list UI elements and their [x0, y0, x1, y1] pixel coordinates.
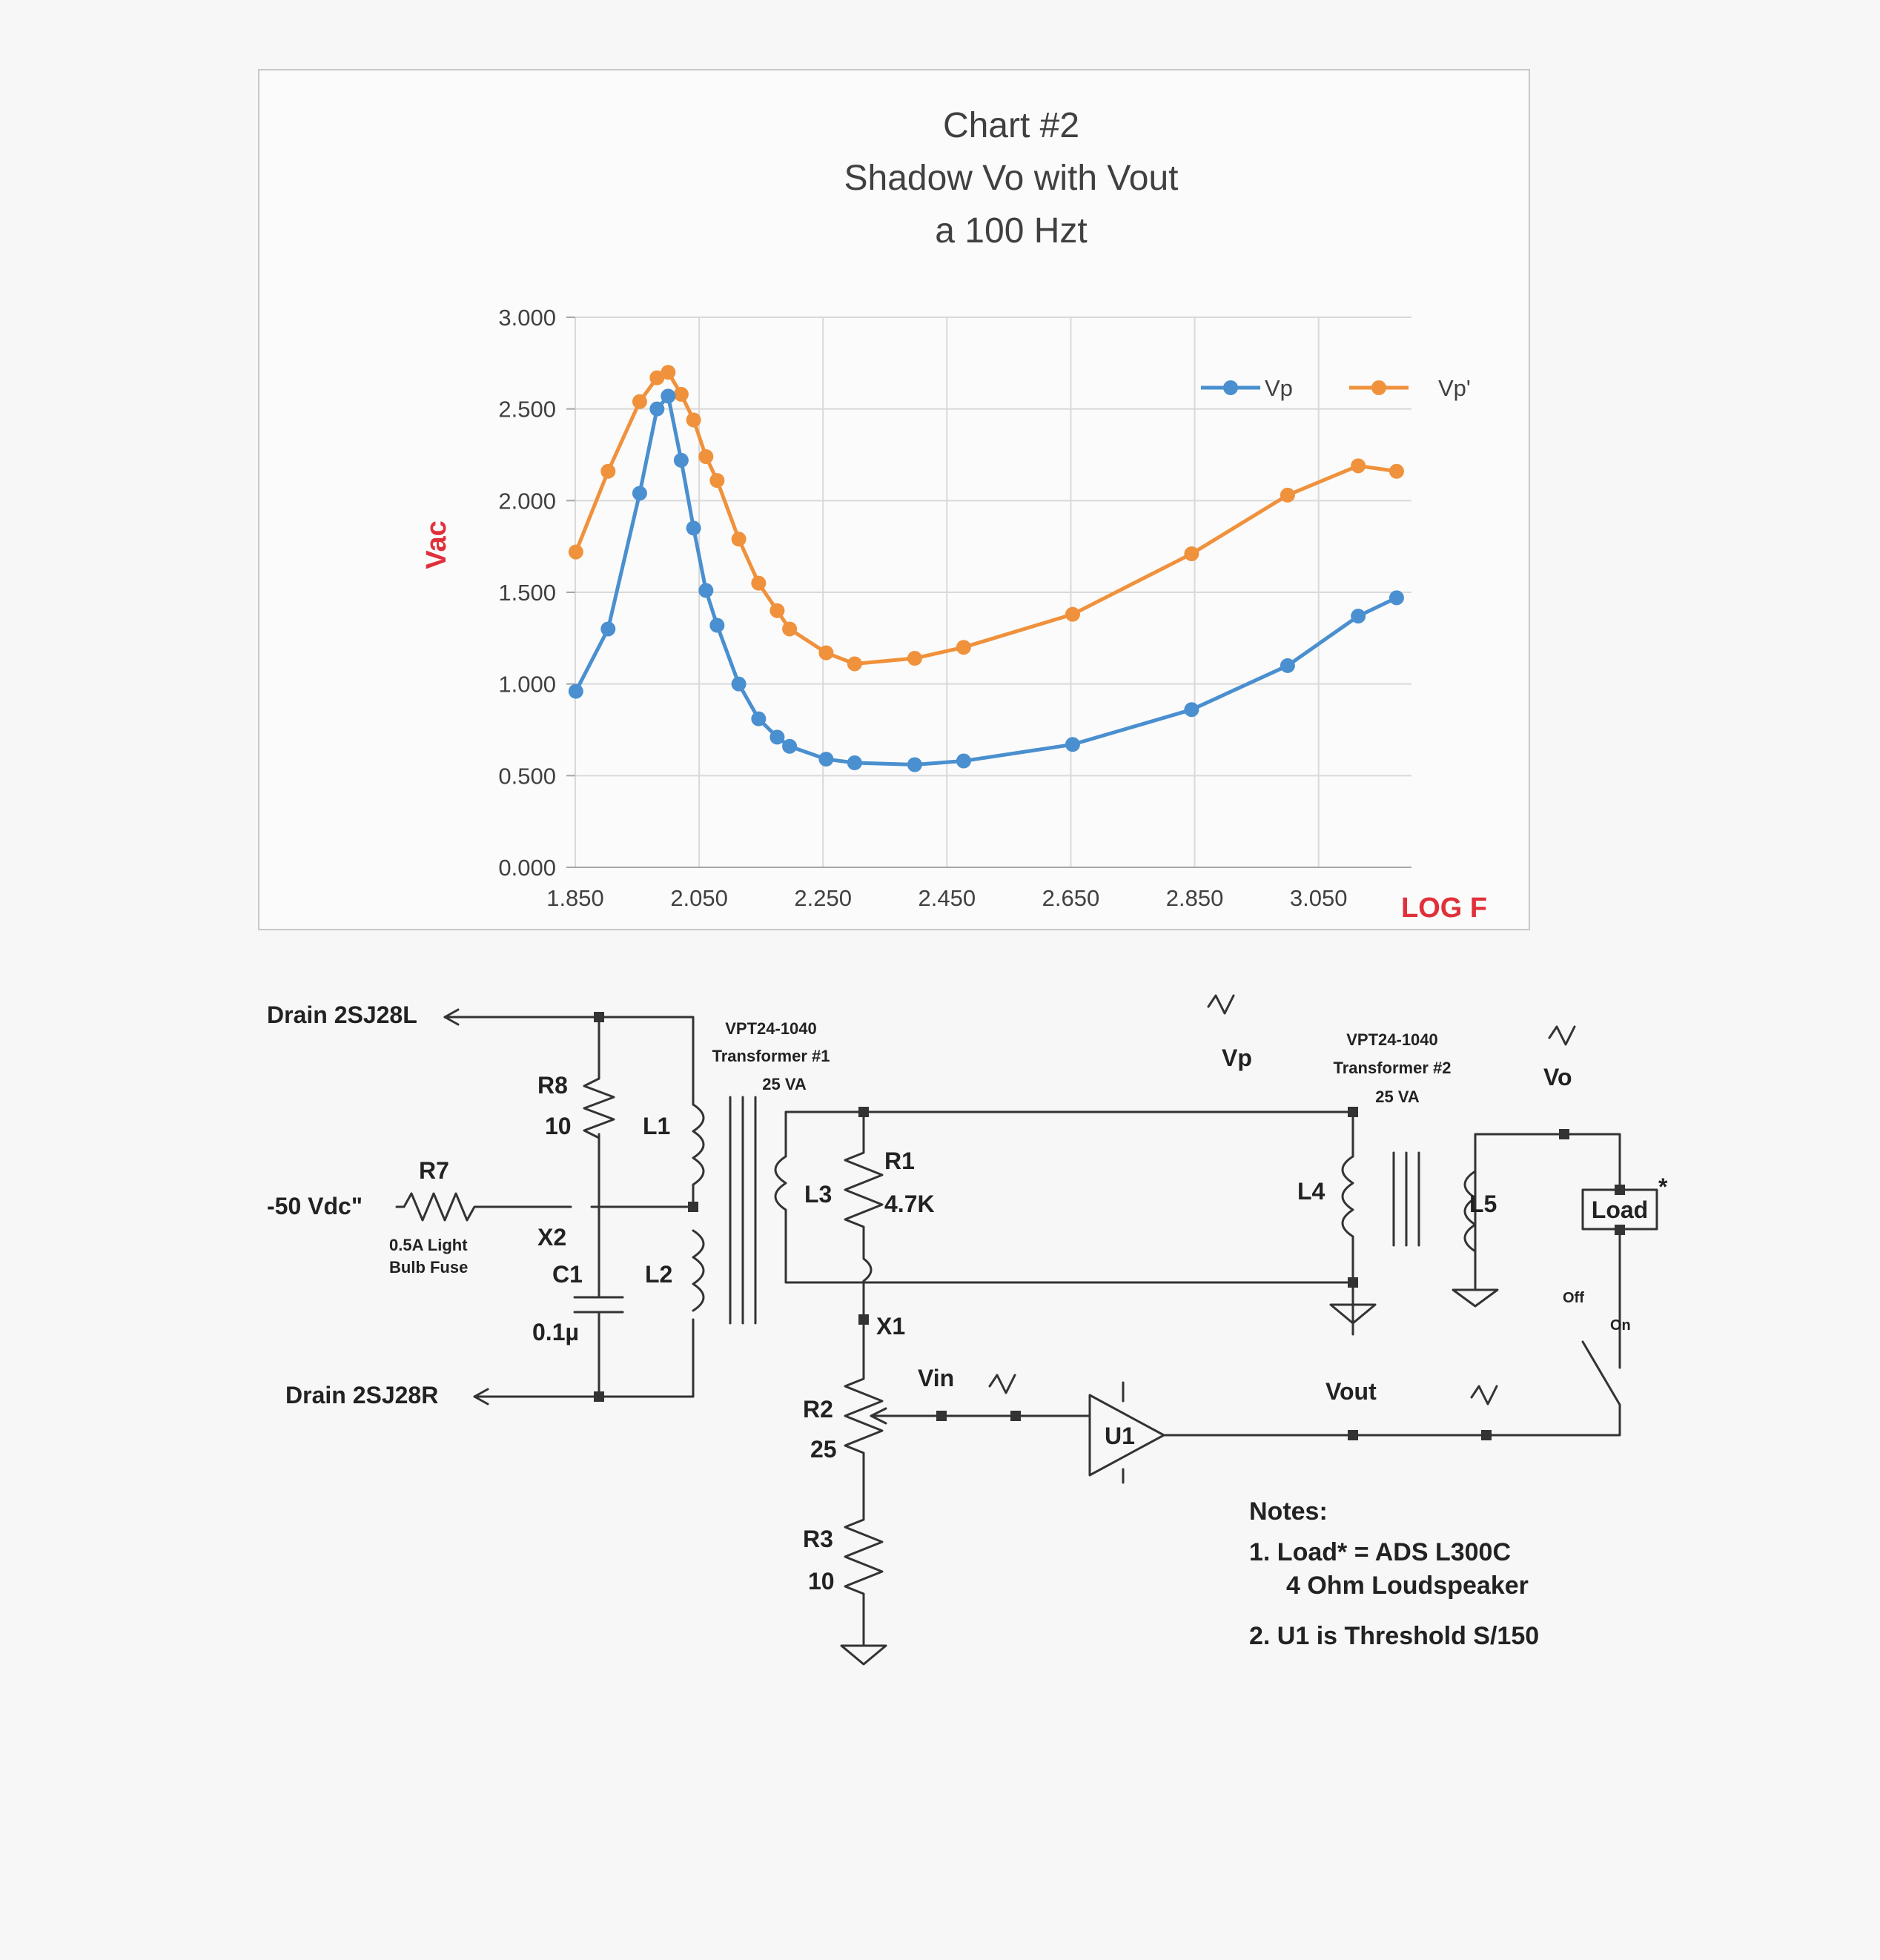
data-point-Vp'	[661, 365, 675, 380]
r8-label: R8	[537, 1072, 568, 1099]
data-point-Vp	[732, 677, 747, 692]
y-tick-label: 2.000	[498, 488, 556, 514]
data-point-Vp'	[1389, 464, 1404, 479]
data-point-Vp	[632, 486, 647, 500]
r7-resistor	[397, 1193, 486, 1220]
chart-title-line-2: Shadow Vo with Vout	[844, 159, 1179, 198]
r1-label: R1	[884, 1148, 915, 1174]
data-point-Vp	[782, 739, 797, 754]
x-tick-label: 2.450	[918, 885, 976, 911]
vp-label: Vp	[1222, 1044, 1252, 1071]
x-tick-label: 2.650	[1042, 885, 1100, 911]
r3-value: 10	[808, 1568, 835, 1595]
ground-l5	[1453, 1286, 1497, 1306]
junction-dots	[594, 1012, 1625, 1440]
r8-resistor	[584, 1079, 614, 1138]
t1-label-3: 25 VA	[762, 1075, 807, 1093]
l2-label: L2	[645, 1261, 673, 1288]
bottom-rail-wire	[474, 1320, 693, 1397]
supply-label: -50 Vdc"	[267, 1193, 363, 1219]
l4-label: L4	[1297, 1178, 1325, 1205]
x2-label: X2	[537, 1224, 567, 1251]
legend-label-Vp': Vp'	[1438, 375, 1471, 401]
r2-r3-chain	[845, 1320, 882, 1623]
data-point-Vp	[600, 621, 615, 636]
circuit-schematic	[0, 956, 1880, 1712]
load-label: Load	[1591, 1196, 1649, 1223]
data-point-Vp	[1280, 658, 1295, 673]
t1-label-2: Transformer #1	[712, 1047, 830, 1065]
data-point-Vp'	[709, 473, 724, 488]
note-2: 2. U1 is Threshold S/150	[1249, 1622, 1540, 1650]
data-point-Vp	[1065, 737, 1080, 752]
l5-label: L5	[1469, 1191, 1497, 1217]
x-tick-label: 1.850	[546, 885, 604, 911]
ac-symbol-vo	[1549, 1027, 1575, 1044]
x-tick-label: 3.050	[1289, 885, 1348, 911]
c1-label: C1	[552, 1261, 583, 1288]
data-point-Vp'	[732, 532, 747, 546]
data-point-Vp'	[818, 646, 833, 660]
data-point-Vp	[907, 757, 922, 772]
data-point-Vp'	[782, 621, 797, 636]
data-point-Vp'	[1351, 458, 1366, 473]
data-point-Vp'	[907, 651, 922, 666]
note-1-line-1: 1. Load* = ADS L300C	[1249, 1538, 1512, 1566]
y-tick-label: 0.000	[498, 855, 556, 881]
r1-value: 4.7K	[884, 1191, 935, 1217]
data-point-Vp'	[698, 449, 713, 464]
data-point-Vp'	[751, 576, 766, 591]
ac-symbol-vout	[1472, 1386, 1497, 1404]
legend-marker-Vp	[1223, 380, 1238, 395]
r1-resistor-wire	[845, 1112, 882, 1320]
drain-top-label: Drain 2SJ28L	[267, 1001, 417, 1028]
l4-coil	[1343, 1156, 1353, 1282]
data-point-Vp'	[769, 603, 784, 618]
load-star: *	[1658, 1173, 1668, 1200]
vin-label: Vin	[918, 1365, 955, 1391]
data-point-Vp	[956, 754, 971, 769]
line-chart	[259, 70, 1529, 929]
c1-capacitor	[575, 1297, 623, 1312]
x-tick-label: 2.250	[794, 885, 853, 911]
r8-value: 10	[545, 1113, 572, 1139]
l1-label: L1	[643, 1113, 671, 1139]
r2-label: R2	[803, 1396, 833, 1423]
fuse-label-1: 0.5A Light	[389, 1236, 468, 1254]
r2-value: 25	[810, 1436, 837, 1463]
u1-label: U1	[1105, 1423, 1135, 1449]
t2-label-1: VPT24-1040	[1346, 1030, 1438, 1049]
data-point-Vp	[1351, 609, 1366, 623]
t2-label-2: Transformer #2	[1333, 1059, 1452, 1077]
r3-label: R3	[803, 1526, 833, 1552]
l2-coil	[693, 1231, 704, 1311]
r2-wiper-wire	[871, 1408, 1090, 1423]
legend-marker-Vp'	[1371, 380, 1386, 395]
fuse-label-2: Bulb Fuse	[389, 1258, 469, 1277]
y-tick-label: 2.500	[498, 396, 556, 423]
data-point-Vp	[649, 402, 664, 417]
c1-value: 0.1µ	[532, 1319, 579, 1345]
data-point-Vp'	[600, 464, 615, 479]
x-tick-label: 2.850	[1165, 885, 1224, 911]
ground-l4	[1331, 1305, 1375, 1334]
y-tick-label: 3.000	[498, 305, 556, 331]
data-point-Vp	[569, 684, 583, 699]
data-point-Vp	[751, 712, 766, 726]
data-point-Vp'	[1280, 488, 1295, 503]
ac-symbol-vin	[990, 1375, 1015, 1393]
ground-r3	[841, 1623, 886, 1664]
data-point-Vp'	[569, 545, 583, 560]
data-point-Vp'	[847, 656, 862, 671]
data-point-Vp	[686, 520, 701, 535]
l3-label: L3	[804, 1181, 833, 1208]
data-point-Vp'	[686, 413, 701, 428]
data-point-Vp'	[632, 394, 647, 409]
ac-symbol-vp	[1208, 996, 1234, 1013]
data-point-Vp	[818, 752, 833, 767]
data-point-Vp	[1184, 702, 1199, 717]
data-point-Vp	[661, 388, 675, 403]
vp-rail-wire	[864, 1112, 1353, 1156]
y-tick-label: 0.500	[498, 763, 556, 789]
vo-label: Vo	[1543, 1064, 1572, 1090]
l4-bottom-wire	[864, 1282, 1353, 1306]
vout-wire	[1164, 1342, 1620, 1435]
chart-title-line-3: a 100 Hzt	[935, 211, 1088, 251]
chart-title-line-1: Chart #2	[942, 106, 1080, 145]
data-point-Vp'	[674, 387, 689, 402]
data-point-Vp	[674, 453, 689, 468]
data-point-Vp	[769, 729, 784, 744]
l1-coil	[693, 1105, 704, 1207]
chart-frame	[258, 69, 1530, 930]
data-point-Vp	[847, 755, 862, 770]
r7-label: R7	[419, 1157, 449, 1184]
notes-title: Notes:	[1249, 1497, 1328, 1526]
y-tick-label: 1.500	[498, 580, 556, 606]
data-point-Vp'	[1065, 607, 1080, 622]
data-point-Vp	[698, 583, 713, 598]
t1-label-1: VPT24-1040	[725, 1019, 817, 1038]
x-tick-label: 2.050	[670, 885, 728, 911]
note-1-line-2: 4 Ohm Loudspeaker	[1286, 1572, 1529, 1600]
top-rail-wire	[445, 1017, 693, 1105]
vout-label: Vout	[1325, 1378, 1377, 1405]
data-point-Vp	[709, 618, 724, 633]
drain-bottom-label: Drain 2SJ28R	[285, 1382, 439, 1408]
x1-label: X1	[876, 1313, 906, 1340]
data-point-Vp'	[956, 640, 971, 655]
legend-label-Vp: Vp	[1265, 375, 1293, 401]
data-point-Vp	[1389, 590, 1404, 605]
switch-off-label: Off	[1563, 1290, 1584, 1306]
x-axis-label: LOG F	[1401, 893, 1488, 924]
switch-on-label: On	[1610, 1317, 1631, 1334]
t1-core	[730, 1097, 755, 1323]
t2-core	[1394, 1153, 1419, 1245]
y-axis-label: Vac	[421, 520, 452, 569]
t2-label-3: 25 VA	[1375, 1087, 1420, 1106]
y-tick-label: 1.000	[498, 671, 556, 698]
data-point-Vp'	[1184, 546, 1199, 561]
